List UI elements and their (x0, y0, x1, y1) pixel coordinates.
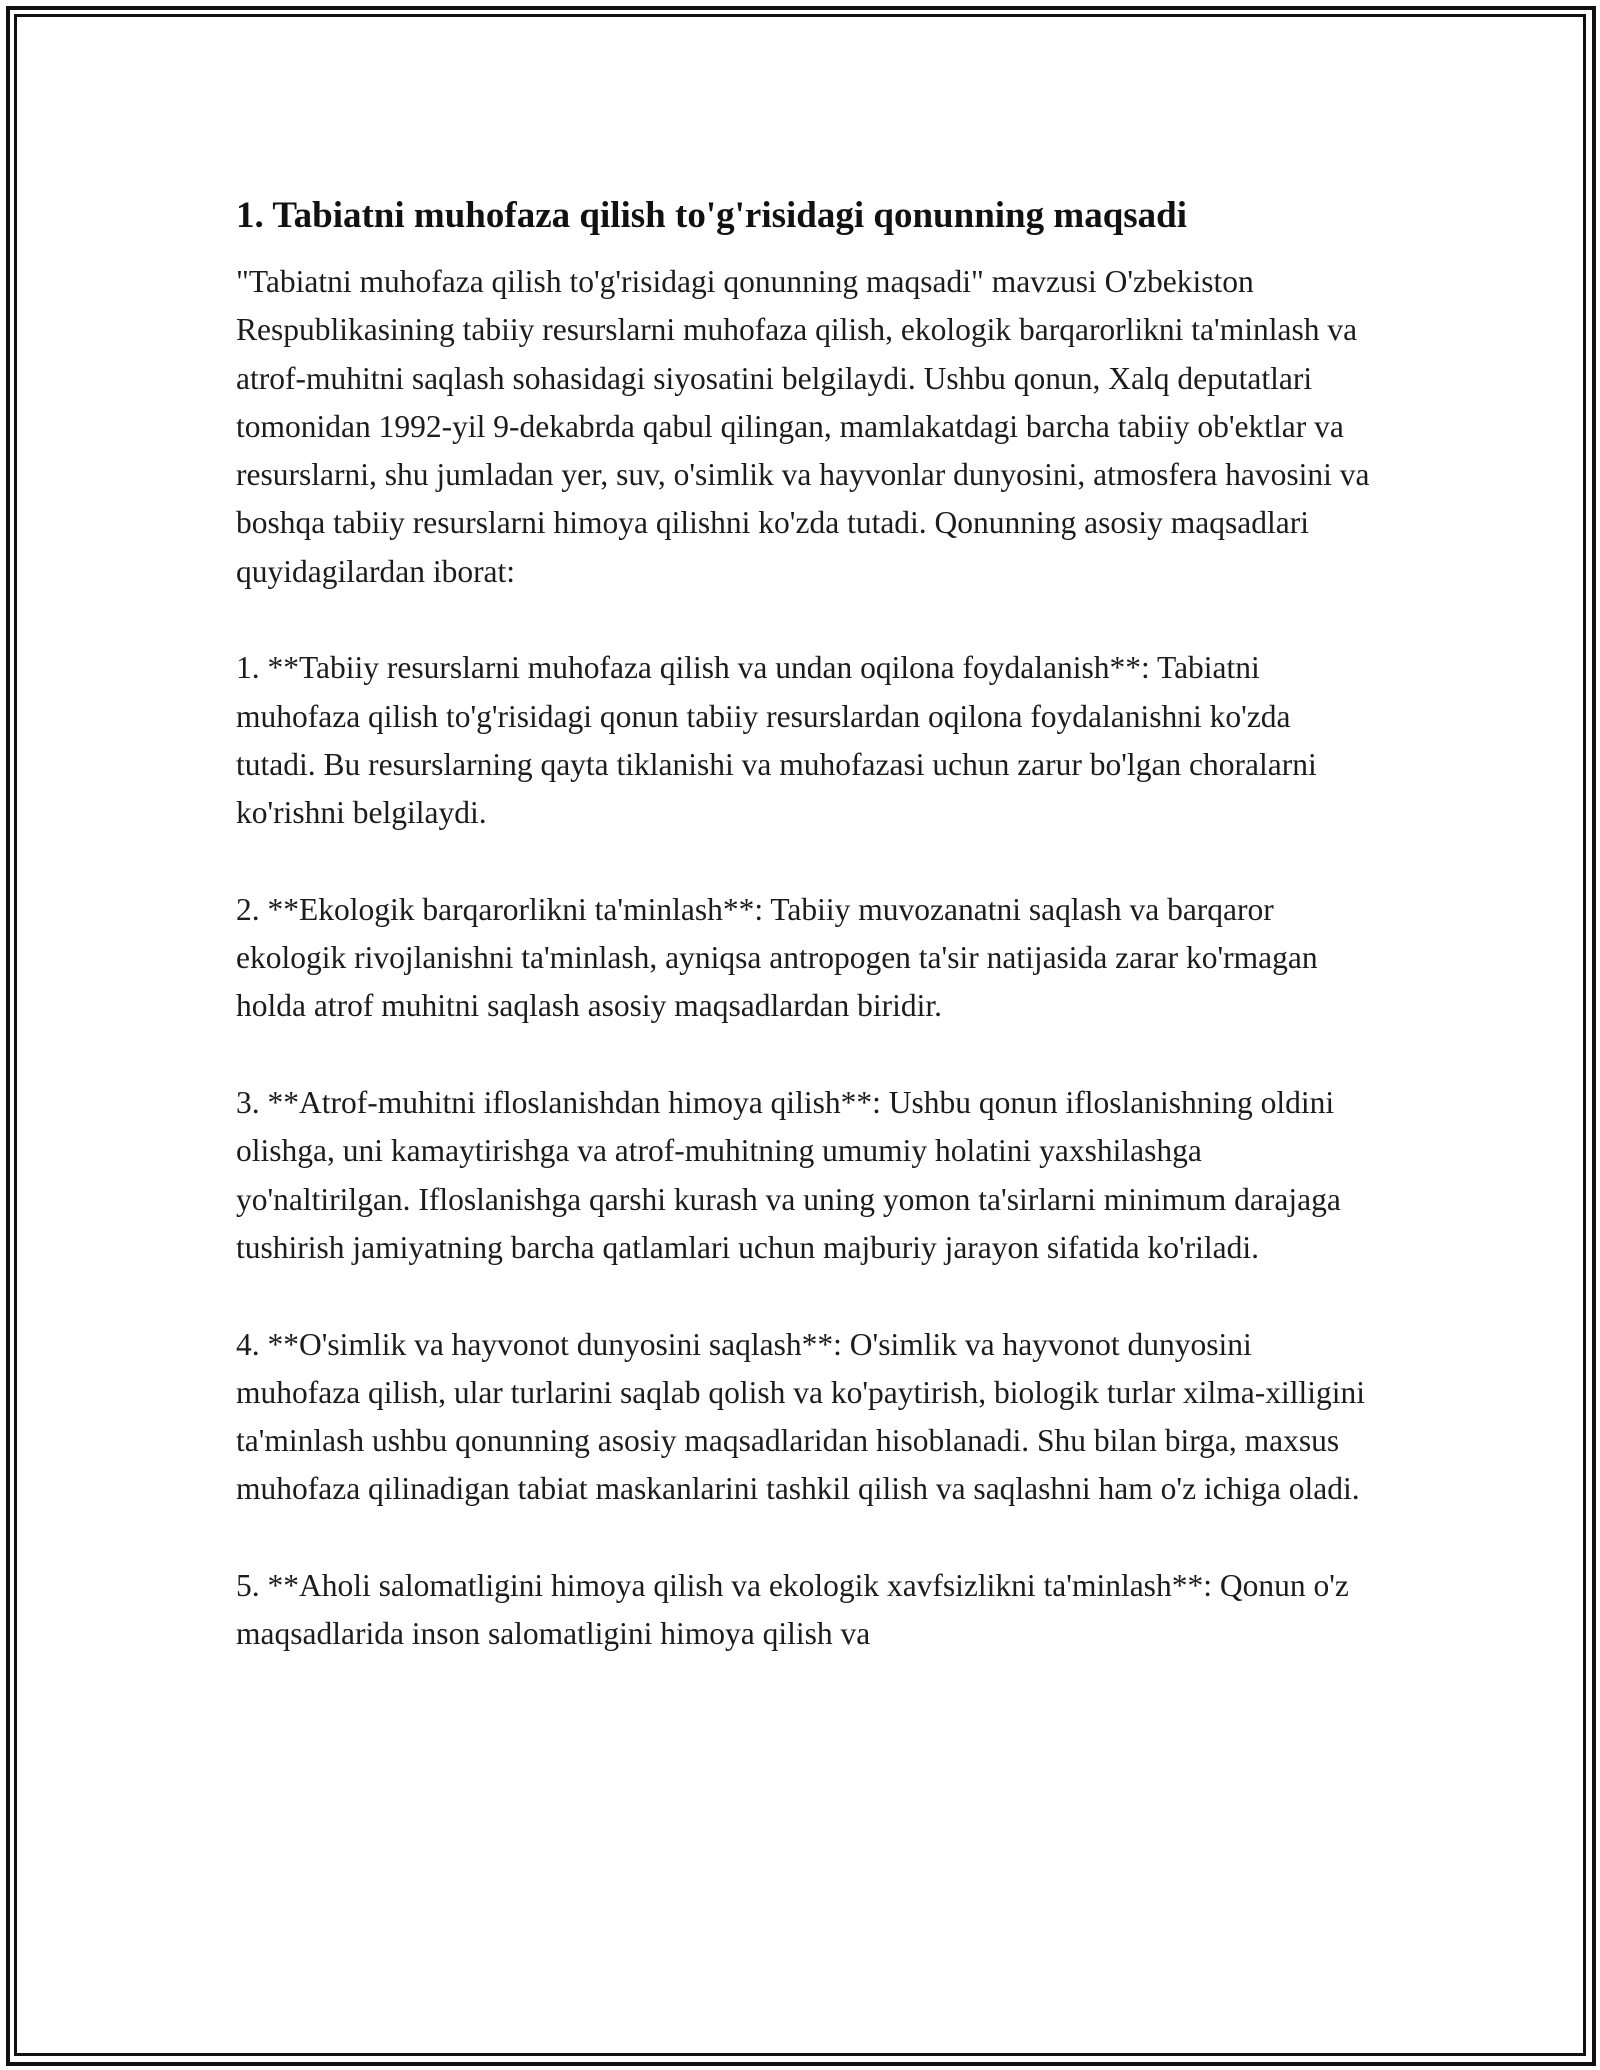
goal-paragraph-4: 4. **O'simlik va hayvonot dunyosini saqlash**: O'simlik va hayvonot dunyosini muhofaza qilish, ular turlarini saqlab qolish va ko'paytirish, biologik turlar xilma-xilligini ta'minlash ushbu qonunning asosiy maqsadlaridan hisoblanadi. Shu bilan birga, maxsus muhofaza qilinadigan tabiat maskanlarini tashkil qilish va saqlashni ham o'z ichiga oladi. (236, 1326, 1365, 1507)
section-title: 1. Tabiatni muhofaza qilish to'g'risidagi qonunning maqsadi (236, 195, 1188, 236)
goal-paragraph-3: 3. **Atrof-muhitni ifloslanishdan himoya qilish**: Ushbu qonun ifloslanishning oldini olishga, uni kamaytirishga va atrof-muhitning umumiy holatini yaxshilashga yo'naltirilgan. Ifloslanishga qarshi kurash va uning yomon ta'sirlarni minimum darajaga tushirish jamiyatning barcha qatlamlari uchun majburiy jarayon sifatida ko'riladi. (236, 1085, 1341, 1265)
document-body (236, 180, 1376, 1659)
intro-paragraph: "Tabiatni muhofaza qilish to'g'risidagi qonunning maqsadi" mavzusi O'zbekiston Respublikasining tabiiy resurslarni muhofaza qilish, ekologik barqarorlikni ta'minlash va atrof-muhitni saqlash sohasidagi siyosatini belgilaydi. Ushbu qonun, Xalq deputatlari tomonidan 1992-yil 9-dekabrda qabul qilingan, mamlakatdagi barcha tabiiy ob'ektlar va resurslarni, shu jumladan yer, suv, o'simlik va hayvonlar dunyosini, atmosfera havosini va boshqa tabiiy resurslarni himoya qilishni ko'zda tutadi. Qonunning asosiy maqsadlari quyidagilardan iborat: (236, 264, 1370, 589)
goal-paragraph-5: 5. **Aholi salomatligini himoya qilish va ekologik xavfsizlikni ta'minlash**: Qonun o'z maqsadlarida inson salomatligini himoya qilish va (236, 1568, 1349, 1652)
goal-paragraph-2: 2. **Ekologik barqarorlikni ta'minlash**: Tabiiy muvozanatni saqlash va barqaror ekologik rivojlanishni ta'minlash, ayniqsa antropogen ta'sir natijasida zarar ko'rmagan holda atrof muhitni saqlash asosiy maqsadlardan biridir. (236, 891, 1318, 1024)
goal-paragraph-1: 1. **Tabiiy resurslarni muhofaza qilish va undan oqilona foydalanish**: Tabiatni muhofaza qilish to'g'risidagi qonun tabiiy resurslardan oqilona foydalanishni ko'zda tutadi. Bu resurslarning qayta tiklanishi va muhofazasi uchun zarur bo'lgan choralarni ko'rishni belgilaydi. (236, 650, 1317, 831)
